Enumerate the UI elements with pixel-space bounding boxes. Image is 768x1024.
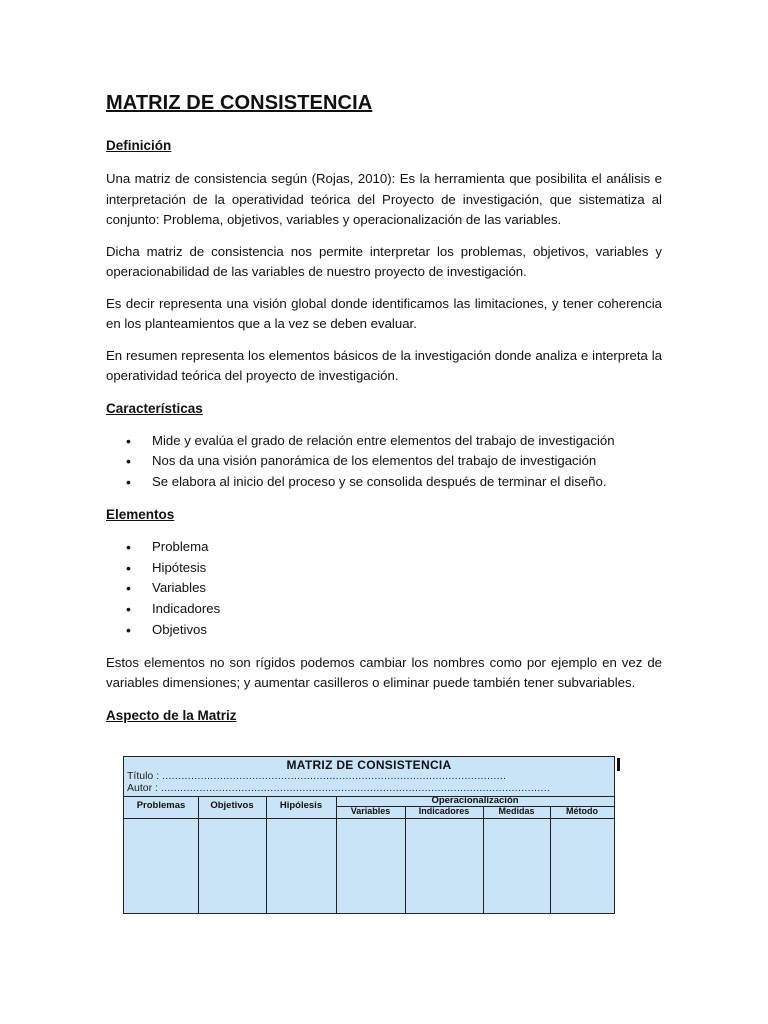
matrix-grid xyxy=(124,796,614,913)
matrix-autor-dots: ......................................................................................................................... xyxy=(160,782,551,794)
list-item: • Mide y evalúa el grado de relación entre elementos del trabajo de investigación xyxy=(106,431,662,452)
paragraph-definicion-2: Dicha matriz de consistencia nos permite interpretar los problemas, objetivos, variables y operacionabilidad de las variables de nuestro proyecto de investigación. xyxy=(106,243,662,279)
grid-line xyxy=(198,796,199,913)
list-item: • Hipótesis xyxy=(106,558,662,579)
header-problemas: Problemas xyxy=(136,800,186,811)
matrix-titulo-label: Título : xyxy=(127,770,160,782)
heading-caracteristicas: Características xyxy=(106,400,203,416)
matrix-figure xyxy=(123,756,615,914)
list-item: • Variables xyxy=(106,578,662,599)
document-body xyxy=(106,90,662,725)
header-metodo: Método xyxy=(566,806,598,816)
header-variables: Variables xyxy=(350,806,391,816)
matrix-titulo-dots: ........................................................................................................... xyxy=(162,770,507,782)
heading-definicion: Definición xyxy=(106,138,172,153)
list-item: • Nos da una visión panorámica de los elementos del trabajo de investigación xyxy=(106,451,662,472)
grid-line xyxy=(483,806,484,913)
list-item: • Se elabora al inicio del proceso y se consolida después de terminar el diseño. xyxy=(106,472,662,493)
paragraph-definicion-4: En resumen representa los elementos básicos de la investigación donde analiza e interpreta la operatividad teórica del proyecto de investigación. xyxy=(106,347,662,383)
list-item: • Objetivos xyxy=(106,620,662,641)
grid-line xyxy=(550,806,551,913)
paragraph-definicion-1: Una matriz de consistencia según (Rojas, 2010): Es la herramienta que posibilita el análisis e interpretación de la operatividad teórica del Proyecto de investigación, que sistematiza al conjunto: Problema, objetivos, variables y operacionalización de las variables. xyxy=(106,171,662,227)
grid-line xyxy=(405,806,406,913)
header-objetivos: Objetivos xyxy=(210,800,254,811)
matrix-titulo-line xyxy=(127,770,506,782)
matrix-autor-line xyxy=(127,782,550,794)
matrix-autor-label: Autor : xyxy=(127,782,158,794)
list-item: • Problema xyxy=(106,537,662,558)
header-indicadores: Indicadores xyxy=(418,806,470,816)
list-caracteristicas xyxy=(106,431,662,493)
header-hipotesis: Hipólesis xyxy=(279,800,323,811)
paragraph-elementos: Estos elementos no son rígidos podemos cambiar los nombres como por ejemplo en vez de variables dimensiones; y aumentar casilleros o eliminar puede también tener subvariables. xyxy=(106,654,662,691)
header-operacionalizacion: Operacionalización xyxy=(431,795,519,806)
list-elementos xyxy=(106,537,662,641)
header-medidas: Medidas xyxy=(498,806,535,816)
document-title: MATRIZ DE CONSISTENCIA xyxy=(106,92,373,114)
paragraph-definicion-3: Es decir representa una visión global donde identificamos las limitaciones, y tener coherencia en los planteamientos que a la vez se deben evaluar. xyxy=(106,295,662,331)
matrix-edge-mark xyxy=(617,758,620,771)
matrix-title: MATRIZ DE CONSISTENCIA xyxy=(286,758,452,772)
list-item: • Indicadores xyxy=(106,599,662,620)
heading-elementos: Elementos xyxy=(106,506,175,522)
grid-line xyxy=(266,796,267,913)
heading-aspecto: Aspecto de la Matriz xyxy=(106,707,237,723)
